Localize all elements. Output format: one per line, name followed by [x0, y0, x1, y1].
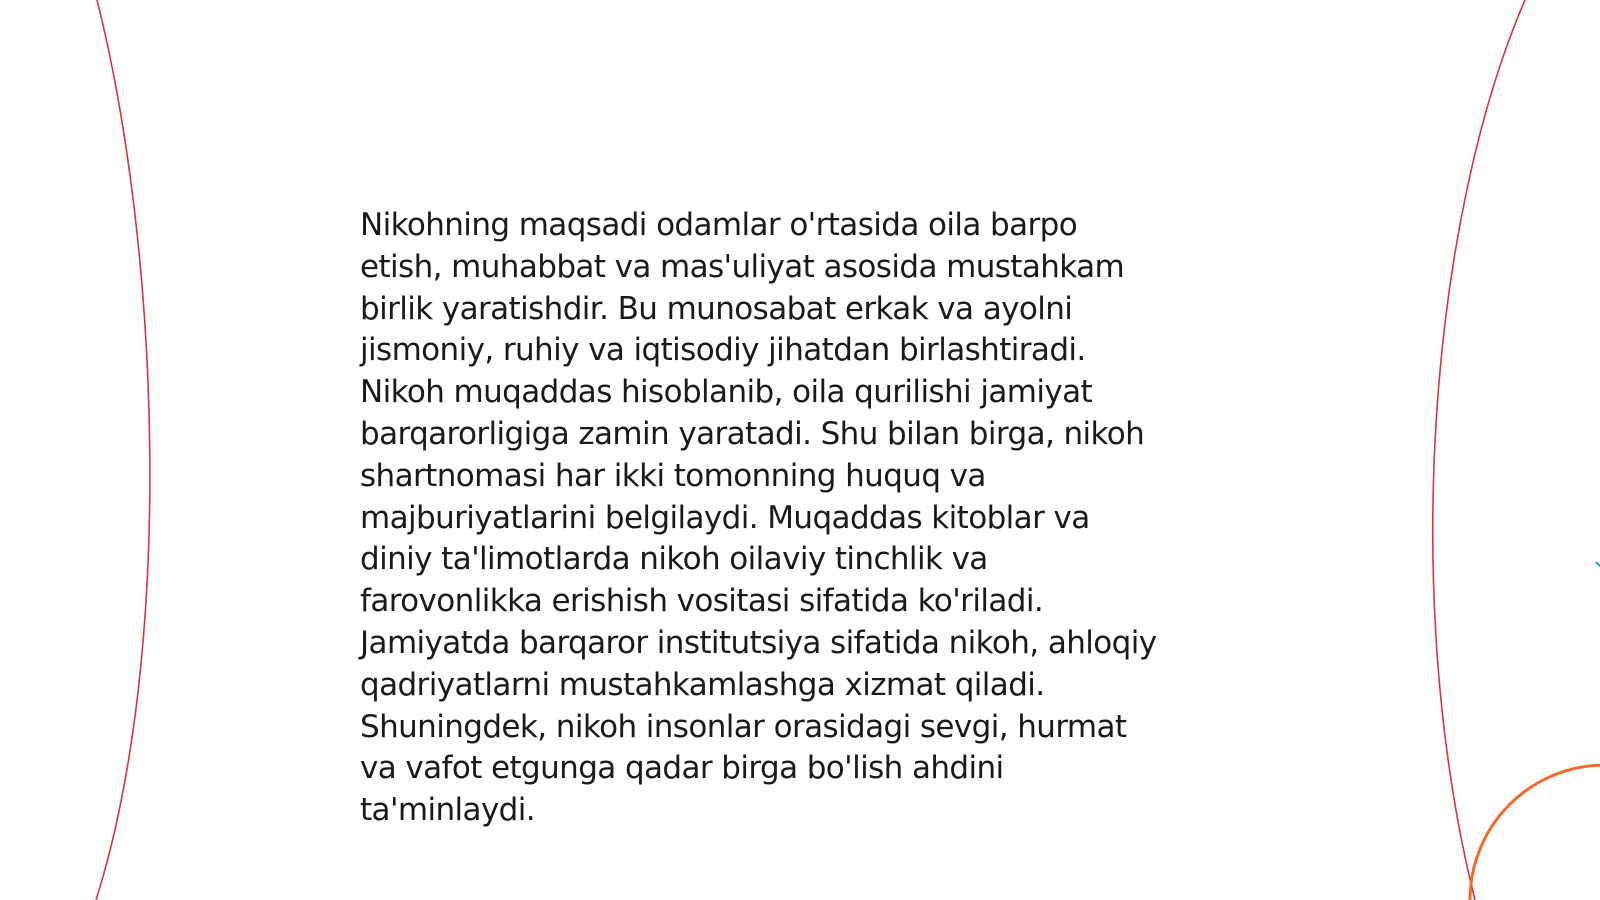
teal-mark — [1596, 562, 1600, 566]
left-curve — [96, 0, 150, 900]
body-paragraph: Nikohning maqsadi odamlar o'rtasida oila barpo etish, muhabbat va mas'uliyat asosida mustahkam birlik yaratishdir. Bu munosabat erkak va ayolni jismoniy, ruhiy va iqtisodiy jihatdan birlashtiradi. Nikoh muqaddas hisoblanib, oila qurilishi jamiyat barqarorligiga zamin yaratadi. Shu bilan birga, nikoh shartnomasi har ikki tomonning huquq va majburiyatlarini belgilaydi. Muqaddas kitoblar va diniy ta'limotlarda nikoh oilaviy tinchlik va farovonlikka erishish vositasi sifatida ko'riladi. Jamiyatda barqaror institutsiya sifatida nikoh, ahloqiy qadriyatlarni mustahkamlashga xizmat qiladi. Shuningdek, nikoh insonlar orasidagi sevgi, hurmat va vafot etgunga qadar birga bo'lish ahdini ta'minlaydi. — [360, 207, 1157, 829]
right-curve — [1433, 0, 1525, 900]
orange-ring — [1470, 765, 1600, 900]
